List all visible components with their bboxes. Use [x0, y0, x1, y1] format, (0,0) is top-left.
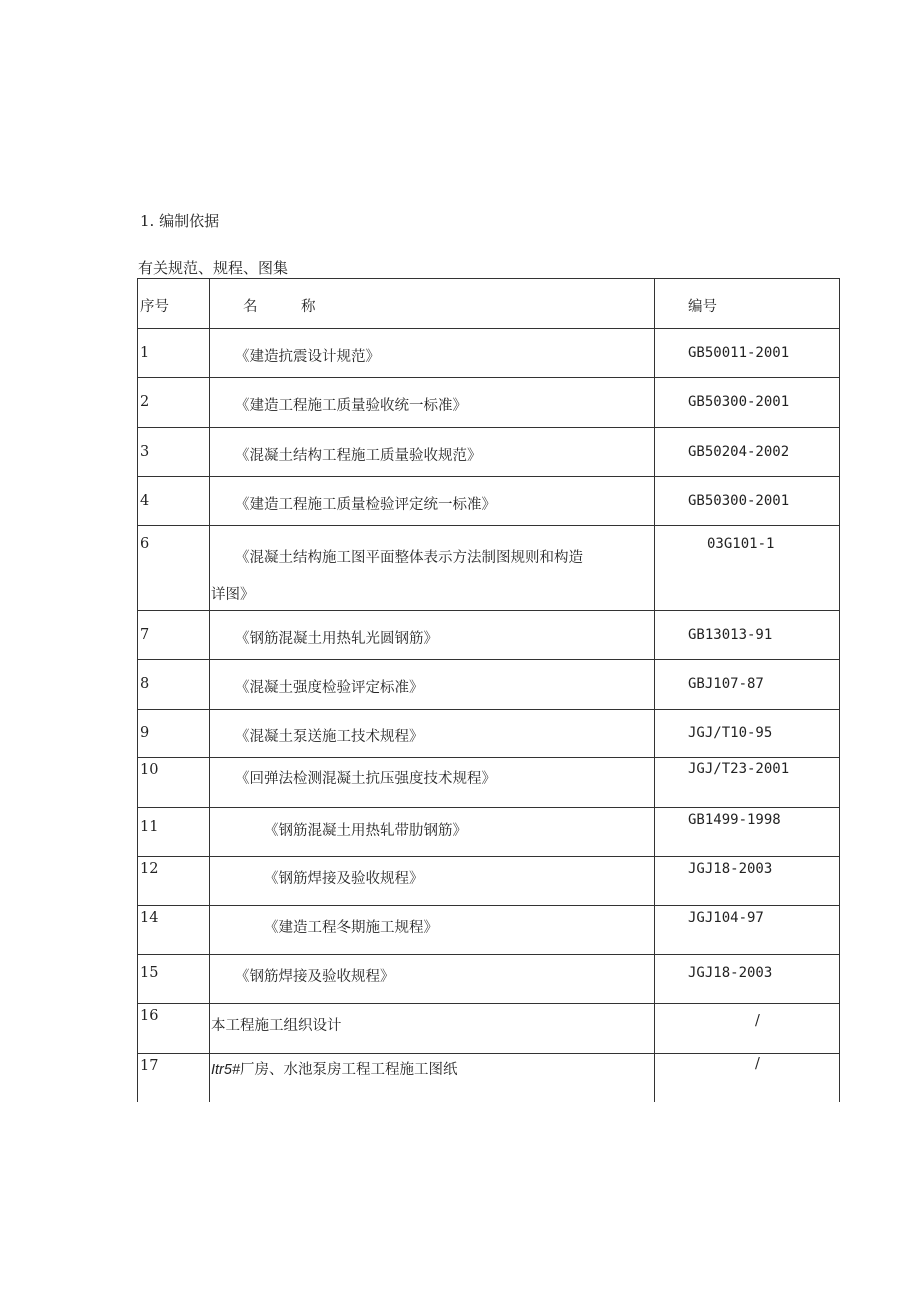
- row-index: 11: [140, 819, 159, 835]
- header-index-cell: [138, 279, 210, 329]
- row-code: GB50300-2001: [688, 394, 790, 410]
- table-row: [138, 660, 840, 710]
- row-code: GB13013-91: [688, 627, 773, 643]
- row-index: 9: [140, 725, 150, 741]
- row-name: 《建造工程施工质量验收统一标准》: [235, 398, 467, 414]
- row-index: 3: [140, 444, 150, 460]
- table-row: [138, 710, 840, 758]
- header-index: 序号: [140, 299, 169, 315]
- table-caption: 有关规范、规程、图集: [138, 259, 289, 277]
- header-name-cell: [210, 279, 655, 329]
- table-row: [138, 955, 840, 1004]
- row-code: GB50300-2001: [688, 493, 790, 509]
- row-code: GB1499-1998: [688, 812, 781, 828]
- table-row: [138, 758, 840, 808]
- row-code: GB50204-2002: [688, 444, 790, 460]
- row-name: 《钢筋焊接及验收规程》: [264, 871, 424, 887]
- row-code: JGJ/T23-2001: [688, 761, 790, 777]
- row-code: /: [755, 1013, 760, 1029]
- row-name: 《钢筋焊接及验收规程》: [235, 969, 395, 985]
- row-index: 16: [140, 1008, 159, 1024]
- header-name: 名 称: [243, 299, 316, 315]
- header-code-cell: [655, 279, 840, 329]
- row-code: JGJ18-2003: [688, 861, 773, 877]
- row-name: 《混凝土强度检验评定标准》: [235, 680, 424, 696]
- table-header-row: [138, 279, 840, 329]
- row-name-prefix: Itr5#: [211, 1062, 241, 1078]
- row-name: 《建造工程施工质量检验评定统一标准》: [235, 497, 496, 513]
- row-code: /: [755, 1056, 760, 1072]
- standards-table: [137, 278, 840, 1102]
- row-index: 17: [140, 1058, 159, 1074]
- section-title: 1. 编制依据: [140, 212, 220, 230]
- row-name: 《混凝土结构工程施工质量验收规范》: [235, 448, 482, 464]
- table-row: [138, 329, 840, 378]
- table-row: [138, 428, 840, 477]
- row-index: 14: [140, 910, 159, 926]
- row-name: 《建造抗震设计规范》: [235, 349, 380, 365]
- table-row: [138, 906, 840, 955]
- table-row: [138, 611, 840, 660]
- row-index: 2: [140, 394, 150, 410]
- table-row: [138, 526, 840, 611]
- row-index: 12: [140, 861, 159, 877]
- row-index: 4: [140, 493, 150, 509]
- row-index: 6: [140, 536, 150, 552]
- row-code: JGJ18-2003: [688, 965, 773, 981]
- row-code: GBJ107-87: [688, 676, 764, 692]
- row-code: JGJ104-97: [688, 910, 764, 926]
- header-code: 编号: [688, 299, 717, 315]
- row-name-rest: 厂房、水池泵房工程工程施工图纸: [240, 1062, 458, 1078]
- row-name: 《混凝土泵送施工技术规程》: [235, 729, 424, 745]
- row-name: 《建造工程冬期施工规程》: [264, 920, 438, 936]
- row-name: 《钢筋混凝土用热轧光圆钢筋》: [235, 631, 438, 647]
- table-row: [138, 808, 840, 857]
- table-row: [138, 477, 840, 526]
- row-name: 《回弹法检测混凝土抗压强度技术规程》: [235, 771, 496, 787]
- row-name: 本工程施工组织设计: [211, 1018, 342, 1034]
- row-name: [210, 1058, 654, 1079]
- row-code: GB50011-2001: [688, 345, 790, 361]
- row-index: 10: [140, 762, 159, 778]
- table-row: [138, 1054, 840, 1102]
- row-code: JGJ/T10-95: [688, 725, 773, 741]
- table-row: [138, 1004, 840, 1054]
- table-row: [138, 857, 840, 906]
- row-index: 15: [140, 965, 159, 981]
- row-name-line2: 详图》: [211, 587, 255, 603]
- row-name: 《钢筋混凝土用热轧带肋钢筋》: [264, 823, 467, 839]
- table-row: [138, 378, 840, 428]
- row-index: 1: [140, 345, 150, 361]
- row-index: 7: [140, 627, 150, 643]
- row-index: 8: [140, 676, 150, 692]
- row-name-line1: 《混凝土结构施工图平面整体表示方法制图规则和构造: [235, 550, 583, 566]
- row-code: 03G101-1: [707, 536, 775, 552]
